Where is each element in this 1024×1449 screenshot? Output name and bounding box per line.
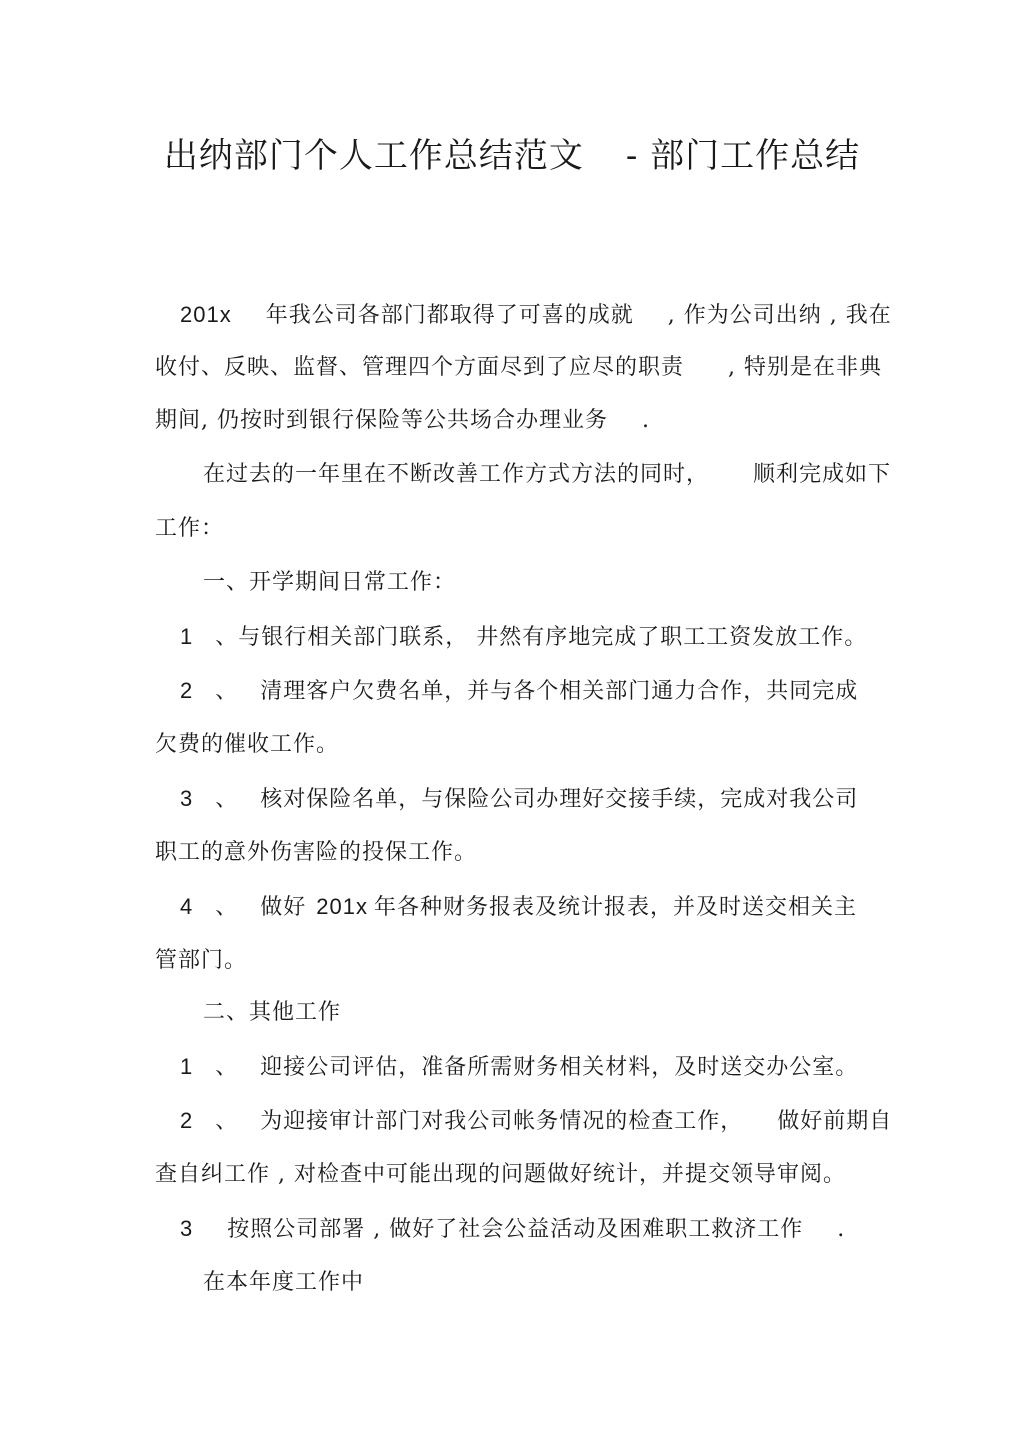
p1-line2-b: , 特别是在非典 [728,355,883,380]
p1-line1 [180,300,892,331]
p2-line1 [203,460,891,490]
item-number: 1 [180,624,194,649]
p1-line3 [155,406,650,436]
p1-line2 [155,353,882,383]
item-number: 3 [180,786,194,811]
p2-line2-text: 工作： [155,516,225,541]
item-number: 1 [180,1054,194,1079]
item-separator: 、 [215,625,239,650]
item-text: 与银行相关部门联系， 井然有序地完成了职工工资发放工作。 [238,625,868,650]
section1-item2 [180,676,858,707]
section1-item4 [180,892,857,923]
item-text: 清理客户欠费名单，并与各个相关部门通力合作，共同完成 [260,679,859,704]
section1-item3-cont: 职工的意外伤害险的投保工作。 [155,840,478,865]
item-text-b: . [837,1217,846,1242]
section1-item1 [180,622,867,653]
section1-item2-cont: 欠费的催收工作。 [155,732,340,757]
item-separator: 、 [215,1055,239,1080]
item-text: 迎接公司评估，准备所需财务相关材料，及时送交办公室。 [260,1055,859,1080]
item-year: 201x [316,894,368,919]
p1-text-b: , 作为公司出纳 , 我在 [667,303,892,328]
item-text: 年各种财务报表及统计报表，并及时送交相关主 [374,895,858,920]
section2-item3 [180,1214,845,1245]
item-text-b: 做好前期自 [777,1109,893,1134]
p1-line2-a: 收付、反映、监督、管理四个方面尽到了应尽的职责 [155,355,685,380]
item-prefix: 做好 [260,895,307,920]
item-text: 核对保险名单，与保险公司办理好交接手续，完成对我公司 [260,787,859,812]
title-suffix: - 部门工作总结 [625,136,861,176]
section1-item4-cont: 管部门。 [155,948,248,973]
section2-item2-cont: 查自纠工作 , 对检查中可能出现的问题做好统计，并提交领导审阅。 [155,1162,846,1187]
p1-line3-b: . [642,408,650,433]
item-number: 3 [180,1216,194,1241]
item-separator: 、 [215,895,239,920]
p1-text-a: 年我公司各部门都取得了可喜的成就 [265,303,634,328]
document-title [0,128,1024,177]
p1-year: 201x [180,302,232,327]
section2-item1 [180,1052,858,1083]
p1-line3-a: 期间, 仍按时到银行保险等公共场合办理业务 [155,408,608,433]
p2-line2 [155,514,224,544]
item-text: 为迎接审计部门对我公司帐务情况的检查工作， [260,1109,744,1134]
p2-line1-b: 顺利完成如下 [753,462,892,487]
item-separator: 、 [215,787,239,812]
title-main: 出纳部门个人工作总结范文 [163,136,584,176]
section1-heading: 一、开学期间日常工作： [203,570,457,595]
item-text: 按照公司部署 , 做好了社会公益活动及困难职工救济工作 [227,1217,804,1242]
section2-item2 [180,1106,892,1137]
item-separator: 、 [215,679,239,704]
closing-line: 在本年度工作中 [203,1270,365,1295]
section2-heading: 二、其他工作 [203,1000,342,1025]
item-number: 4 [180,894,194,919]
item-number: 2 [180,1108,194,1133]
p2-line1-a: 在过去的一年里在不断改善工作方式方法的同时， [203,462,710,487]
section1-item3 [180,784,858,815]
item-separator: 、 [215,1109,239,1134]
item-number: 2 [180,678,194,703]
